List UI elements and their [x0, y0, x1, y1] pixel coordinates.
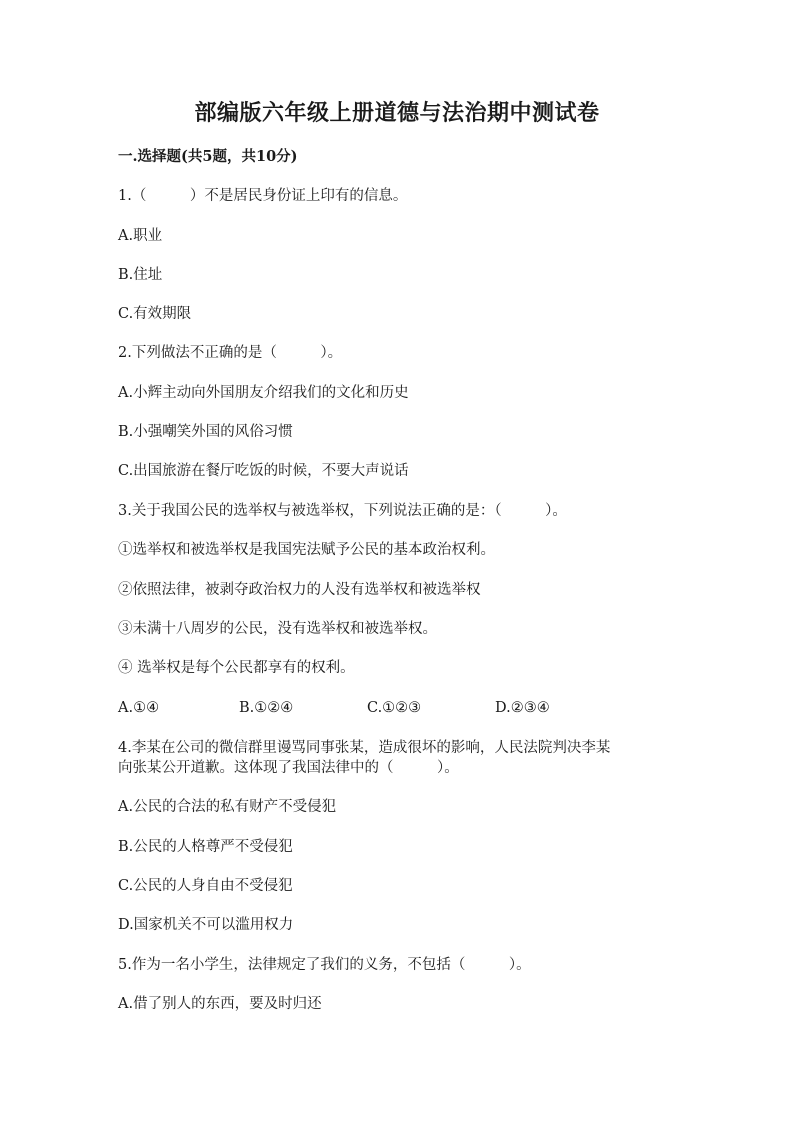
- question-5-stem: 5.作为一名小学生，法律规定了我们的义务，不包括（ ）。: [118, 957, 531, 973]
- page-title: 部编版六年级上册道德与法治期中测试卷: [194, 100, 600, 126]
- question-3-statement-4: ④ 选举权是每个公民都享有的权利。: [118, 660, 355, 676]
- question-3-option-d: D.②③④: [495, 700, 550, 716]
- question-3-statement-2: ②依照法律，被剥夺政治权力的人没有选举权和被选举权: [118, 582, 481, 598]
- question-1-option-a: A.职业: [118, 228, 163, 244]
- question-3-option-a: A.①④: [118, 700, 160, 716]
- question-3-option-c: C.①②③: [367, 700, 422, 716]
- question-4-option-c: C.公民的人身自由不受侵犯: [118, 878, 293, 894]
- question-3-stem: 3.关于我国公民的选举权与被选举权，下列说法正确的是：（ ）。: [118, 503, 567, 519]
- question-3-statement-3: ③未满十八周岁的公民，没有选举权和被选举权。: [118, 621, 437, 637]
- question-2-stem: 2.下列做法不正确的是（ ）。: [118, 345, 343, 361]
- section-heading: 一.选择题(共5题，共10分): [118, 148, 298, 165]
- question-3-statement-1: ①选举权和被选举权是我国宪法赋予公民的基本政治权利。: [118, 542, 495, 558]
- question-1-stem: 1.（ ）不是居民身份证上印有的信息。: [118, 188, 408, 204]
- question-2-option-c: C.出国旅游在餐厅吃饭的时候，不要大声说话: [118, 463, 409, 479]
- question-3-option-b: B.①②④: [239, 700, 294, 716]
- question-4-option-a: A.公民的合法的私有财产不受侵犯: [118, 799, 337, 815]
- question-5-option-a: A.借了别人的东西，要及时归还: [118, 996, 322, 1012]
- question-2-option-b: B.小强嘲笑外国的风俗习惯: [118, 424, 293, 440]
- question-4-stem-line-1: 4.李某在公司的微信群里谩骂同事张某，造成很坏的影响，人民法院判决李某: [118, 740, 611, 756]
- question-4-option-d: D.国家机关不可以滥用权力: [118, 917, 294, 933]
- question-2-option-a: A.小辉主动向外国朋友介绍我们的文化和历史: [118, 385, 409, 401]
- question-1-option-b: B.住址: [118, 267, 163, 283]
- question-4-option-b: B.公民的人格尊严不受侵犯: [118, 839, 293, 855]
- question-4-stem-line-2: 向张某公开道歉。这体现了我国法律中的（ ）。: [118, 760, 459, 776]
- question-1-option-c: C.有效期限: [118, 306, 192, 322]
